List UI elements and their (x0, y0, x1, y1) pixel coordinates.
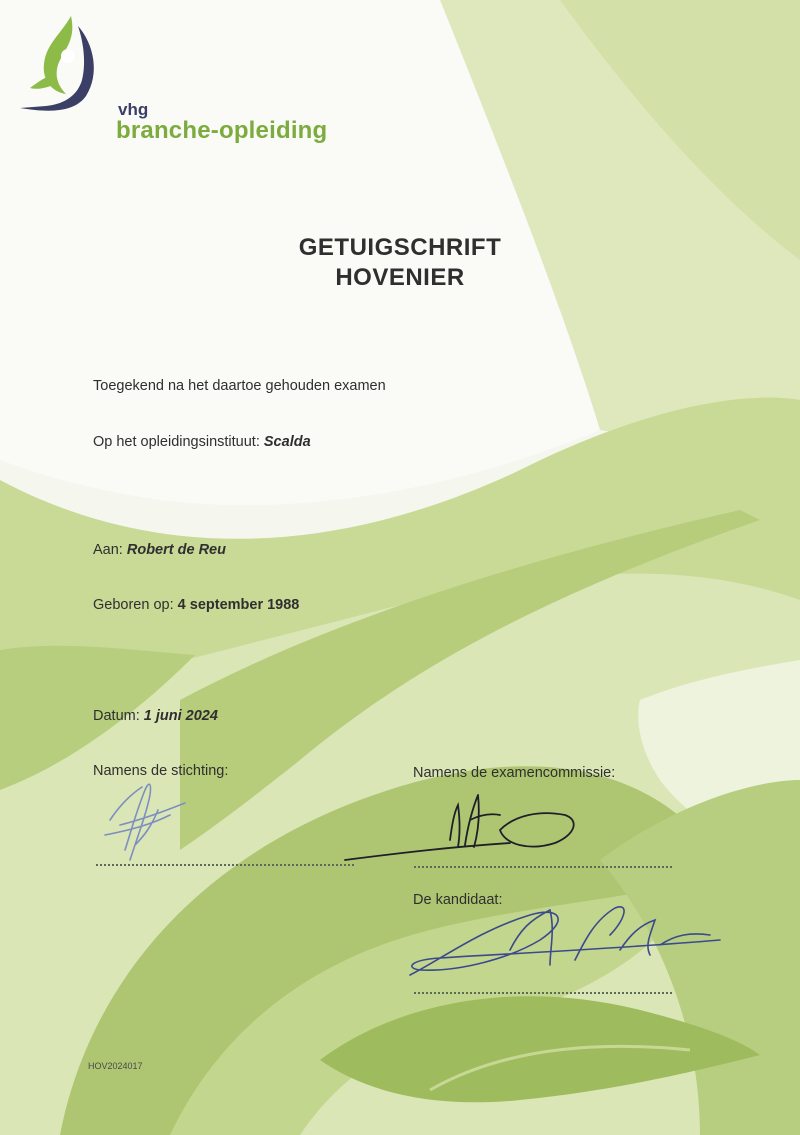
committee-signature (340, 785, 590, 870)
foundation-signature-label: Namens de stichting: (93, 763, 229, 779)
certificate-title: GETUIGSCHRIFT (298, 234, 502, 261)
recipient-label: Aan: (93, 542, 123, 558)
recipient-value: Robert de Reu (126, 542, 226, 558)
birthdate-line (93, 597, 299, 613)
logo-text-branche: branche-opleiding (116, 117, 328, 144)
committee-signature-label: Namens de examencommissie: (413, 765, 616, 781)
institute-line (93, 434, 311, 450)
certificate-subtitle: HOVENIER (335, 264, 465, 291)
logo-figure-icon (16, 14, 116, 124)
institute-label: Op het opleidingsinstituut: (93, 434, 260, 450)
recipient-line (93, 542, 226, 558)
foundation-signature (90, 775, 200, 870)
logo-text-vhg: vhg (118, 100, 149, 119)
date-value: 1 juni 2024 (143, 708, 218, 724)
candidate-signature-line (414, 992, 672, 994)
candidate-signature (400, 890, 735, 990)
candidate-signature-label: De kandidaat: (413, 892, 503, 908)
birthdate-label: Geboren op: (93, 597, 174, 613)
institute-value: Scalda (263, 434, 311, 450)
date-line (93, 708, 218, 724)
certificate-code: HOV2024017 (88, 1061, 143, 1071)
birthdate-value: 4 september 1988 (177, 597, 300, 613)
awarded-text: Toegekend na het daartoe gehouden examen (93, 378, 386, 394)
vhg-logo (16, 14, 336, 144)
date-label: Datum: (93, 708, 140, 724)
